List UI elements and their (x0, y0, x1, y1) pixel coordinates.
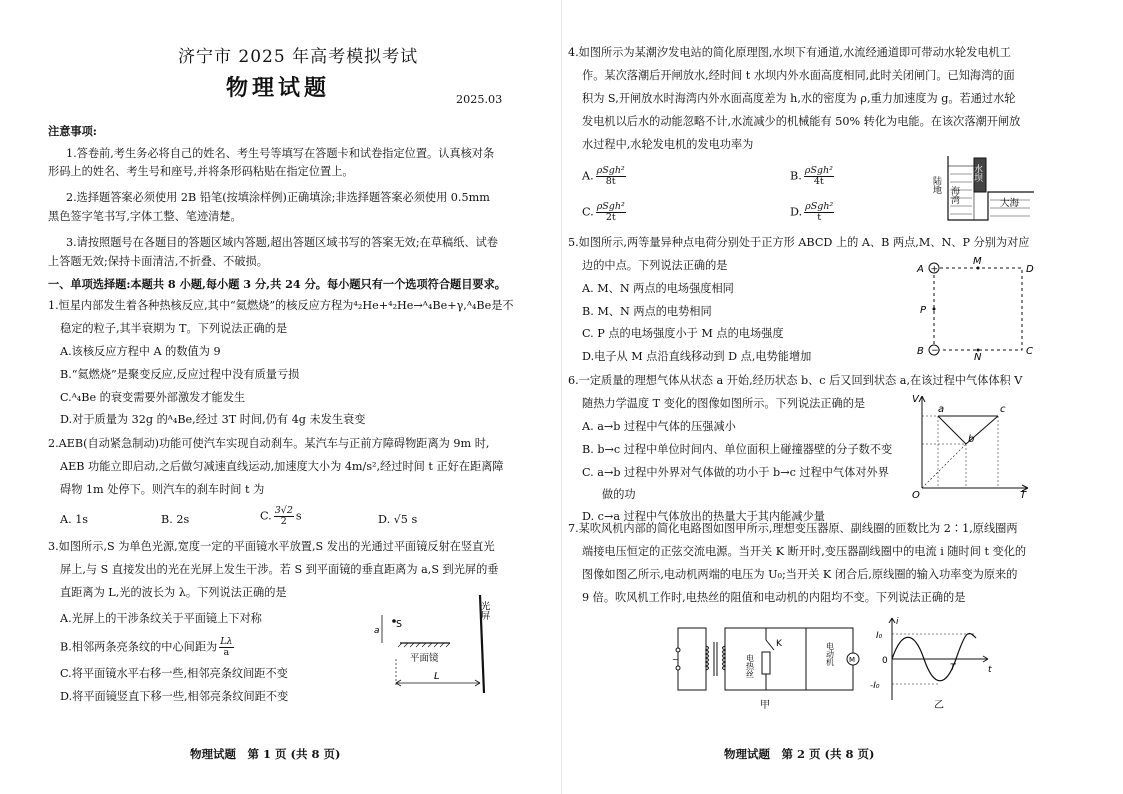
label-i: i (896, 617, 899, 627)
question-7-figure (670, 616, 1000, 714)
question-4-option-c: C. $\frac{\text{ρSgh²}}{2t}$ (582, 201, 625, 223)
question-6-option-a: A. a→b 过程中气体的压强减小 (582, 420, 736, 433)
question-5-option-a: A. M、N 两点的电场强度相同 (582, 282, 734, 295)
question-4-stem: 作。某次落潮后开闸放水,经时间 t 水坝内外水面高度相同,此时关闭闸门。已知海湾的面 (582, 69, 1015, 82)
label-zero: 0 (882, 656, 888, 666)
terminal (676, 666, 680, 670)
notice-text: 形码上的姓名、考生号和座号,并将条形码粘贴在指定位置上。 (48, 165, 354, 178)
origin-guide (922, 444, 966, 488)
question-3-stem: 屏上,与 S 直接发出的光在光屏上发生干涉。若 S 到平面镜的垂直距离为 a,S 到光屏的垂 (60, 563, 499, 576)
source-label: S (396, 619, 403, 630)
question-4-figure (931, 152, 1044, 224)
notice-text: 1.答卷前,考生务必将自己的姓名、考生号等填写在答题卡和试卷指定位置。认真核对条 (66, 147, 495, 160)
question-4-option-d: D. $\frac{\text{ρSgh²}}{t}$ (790, 201, 834, 223)
question-7-stem: 图像如图乙所示,电动机两端的电压为 U₀;当开关 K 闭合后,原线圈的输入功率变为原来的 (582, 568, 1018, 581)
question-1-option-d: D.对于质量为 32g 的ᴬ₄Be,经过 3T 时间,仍有 4g 未发生衰变 (60, 413, 366, 426)
question-1-option-a: A.该核反应方程中 A 的数值为 9 (60, 345, 221, 358)
question-6-stem: 随热力学温度 T 变化的图像如图所示。下列说法正确的是 (582, 397, 866, 410)
primary-coil (706, 646, 709, 670)
question-3-option-b: B.相邻两条亮条纹的中心间距为 $\frac{L\lambda}{a}$ (60, 636, 233, 658)
heater-label: 电热丝 (745, 654, 755, 678)
heater-resistor (762, 652, 770, 674)
figure-yi-label: 乙 (934, 700, 944, 711)
switch-label: K (776, 639, 782, 649)
ground-outline (948, 156, 1034, 220)
question-4-option-b: B. $\frac{\text{ρSgh²}}{4t}$ (790, 165, 833, 187)
label-period: T (950, 663, 956, 673)
question-2-option-a: A. 1s (60, 513, 89, 526)
page-1 (0, 0, 560, 794)
label-o: O (912, 490, 920, 501)
question-1-option-b: B.“氦燃烧”是聚变反应,反应过程中没有质量亏损 (60, 368, 300, 381)
label-m: M (973, 256, 982, 267)
page-2 (562, 0, 1123, 794)
section-heading: 一、单项选择题:本题共 8 小题,每小题 3 分,共 24 分。每小题只有一个选项符合题目要求。 (48, 277, 506, 291)
question-2-stem: 2.AEB(自动紧急制动)功能可使汽车实现自动刹车。某汽车与正前方障碍物距离为 9m 时, (48, 437, 490, 450)
notice-text: 2.选择题答案必须使用 2B 铅笔(按填涂样例)正确填涂;非选择题答案必须使用 0.5mm (66, 191, 490, 204)
question-2-stem: AEB 功能立即启动,之后做匀减速直线运动,加速度大小为 4m/s²,经过时间 t 正好在距离障 (60, 460, 504, 473)
question-3-option-c: C.将平面镜水平右移一些,相邻亮条纹间距不变 (60, 667, 288, 680)
notice-text: 3.请按照题号在各题目的答题区域内答题,超出答题区域书写的答案无效;在草稿纸、试卷 (66, 236, 498, 249)
terminal (676, 648, 680, 652)
notice-heading: 注意事项: (48, 124, 97, 138)
question-2-stem: 碍物 1m 处停下。则汽车的刹车时间 t 为 (60, 483, 265, 496)
label-n: N (974, 352, 982, 363)
screen-label: 光屏 (478, 601, 490, 620)
distance-a-label: a (374, 626, 380, 636)
question-1-stem: 1.恒星内部发生着各种热核反应,其中“氦燃烧”的核反应方程为⁴₂He+⁴₂He→ᴬ₄Be+γ,ᴬ₄Be是不 (48, 299, 514, 312)
question-5-stem: 边的中点。下列说法正确的是 (582, 259, 728, 272)
question-7-stem: 端接电压恒定的正弦交流电源。当开关 K 断开时,变压器副线圈中的电流 i 随时间 t 变化的 (582, 545, 1027, 558)
question-3-option-a: A.光屏上的干涉条纹关于平面镜上下对称 (60, 612, 262, 625)
label-d: D (1026, 264, 1034, 275)
question-6-option-b: B. b→c 过程中单位时间内、单位面积上碰撞器壁的分子数不变 (582, 443, 893, 456)
bay-label: 海湾 (949, 186, 959, 204)
plus-sign: + (930, 264, 939, 275)
label-a: A (917, 264, 924, 275)
label-b: B (917, 346, 924, 357)
minus-sign: − (931, 346, 939, 356)
question-2-option-b: B. 2s (161, 513, 190, 526)
question-4-stem: 积为 S,开闸放水时海湾内外水面高度差为 h,水的密度为 ρ,重力加速度为 g。若通过水轮 (582, 92, 1016, 105)
question-5-option-b: B. M、N 两点的电势相同 (582, 305, 712, 318)
label-v: V (912, 394, 919, 405)
question-4-stem: 水过程中,水轮发电机的发电功率为 (582, 138, 754, 151)
question-6-option-c-cont: 做的功 (602, 488, 636, 501)
label-a: a (938, 404, 945, 415)
question-3-stem: 直距离为 L,光的波长为 λ。下列说法正确的是 (60, 586, 287, 599)
question-6-option-c: C. a→b 过程中外界对气体做的功小于 b→c 过程中气体对外界 (582, 466, 889, 479)
square-outline (934, 268, 1022, 350)
distance-l-label: L (434, 671, 440, 682)
page-footer: 物理试题 第 1 页 (共 8 页) (190, 747, 341, 761)
question-5-stem: 5.如图所示,两等量异种点电荷分别处于正方形 ABCD 上的 A、B 两点,M、N、P 分别为对应 (568, 236, 1030, 249)
question-2-option-c: C. $\frac{3√2}{2}$ s (260, 505, 302, 527)
question-4-option-a: A. $\frac{\text{ρSgh²}}{8t}$ (582, 165, 625, 187)
label-t: T (1020, 490, 1027, 501)
current-sine-curve (892, 633, 976, 680)
exam-date: 2025.03 (456, 93, 503, 106)
question-6-stem: 6.一定质量的理想气体从状态 a 开始,经历状态 b、c 后又回到状态 a,在该过程中气体体积 V (568, 374, 1023, 387)
question-6-option-d: D. c→a 过程中气体放出的热量大于其内能减少量 (582, 510, 825, 523)
question-3-figure (370, 585, 500, 697)
question-5-option-c: C. P 点的电场强度小于 M 点的电场强度 (582, 327, 784, 340)
notice-text: 黑色签字笔书写,字体工整、笔迹清楚。 (48, 210, 242, 223)
question-4-stem: 4.如图所示为某潮汐发电站的简化原理图,水坝下有通道,水流经通道即可带动水轮发电机工 (568, 46, 1011, 59)
label-c: c (1000, 404, 1006, 415)
label-p: P (920, 305, 927, 316)
label-neg-i0: -I₀ (870, 681, 880, 691)
question-7-stem: 9 倍。吹风机工作时,电热丝的阻值和电动机的内阻均不变。下列说法正确的是 (582, 591, 966, 604)
question-7-stem: 7.某吹风机内部的简化电路图如图甲所示,理想变压器原、副线圈的匝数比为 2∶1,原线圈两 (568, 522, 1018, 535)
question-4-stem: 发电机以后水的动能忽略不计,水流减少的机械能有 50% 转化为电能。在该次落潮开闸放 (582, 115, 1021, 128)
question-5-figure (914, 256, 1040, 363)
motor-m: M (849, 656, 856, 664)
question-1-stem: 稳定的粒子,其半衰期为 T。下列说法正确的是 (60, 322, 288, 335)
question-2-option-d: D. √5 s (378, 513, 418, 526)
exam-title: 济宁市 2025 年高考模拟考试 (178, 47, 419, 67)
label-c: C (1026, 346, 1033, 357)
subject-title: 物理试题 (226, 76, 331, 101)
question-5-option-d: D.电子从 M 点沿直线移动到 D 点,电势能增加 (582, 350, 812, 363)
ac-symbol: ~ (672, 655, 679, 664)
mirror-label: 平面镜 (410, 653, 439, 664)
source-loop (678, 628, 706, 690)
question-6-figure (908, 392, 1034, 500)
label-b: b (968, 434, 975, 445)
axis-arrows (889, 618, 988, 662)
line-ab (938, 416, 966, 444)
label-t: t (988, 665, 992, 675)
notice-text: 上答题无效;保持卡面清洁,不折叠、不破损。 (48, 255, 268, 268)
dam-label: 水坝 (972, 164, 982, 182)
land-label: 陆地 (931, 176, 941, 194)
page-footer: 物理试题 第 2 页 (共 8 页) (724, 747, 875, 761)
label-i0: I₀ (876, 631, 883, 641)
figure-jia-label: 甲 (760, 700, 770, 711)
question-1-option-c: C.ᴬ₄Be 的衰变需要外部激发才能发生 (60, 391, 246, 404)
question-3-option-d: D.将平面镜竖直下移一些,相邻亮条纹间距不变 (60, 690, 289, 703)
point-p (933, 308, 936, 311)
sea-label: 大海 (1000, 198, 1020, 209)
motor-label: 电动机 (825, 642, 835, 666)
question-3-stem: 3.如图所示,S 为单色光源,宽度一定的平面镜水平放置,S 发出的光通过平面镜反射在竖直光 (48, 540, 495, 553)
switch-k (766, 640, 774, 650)
